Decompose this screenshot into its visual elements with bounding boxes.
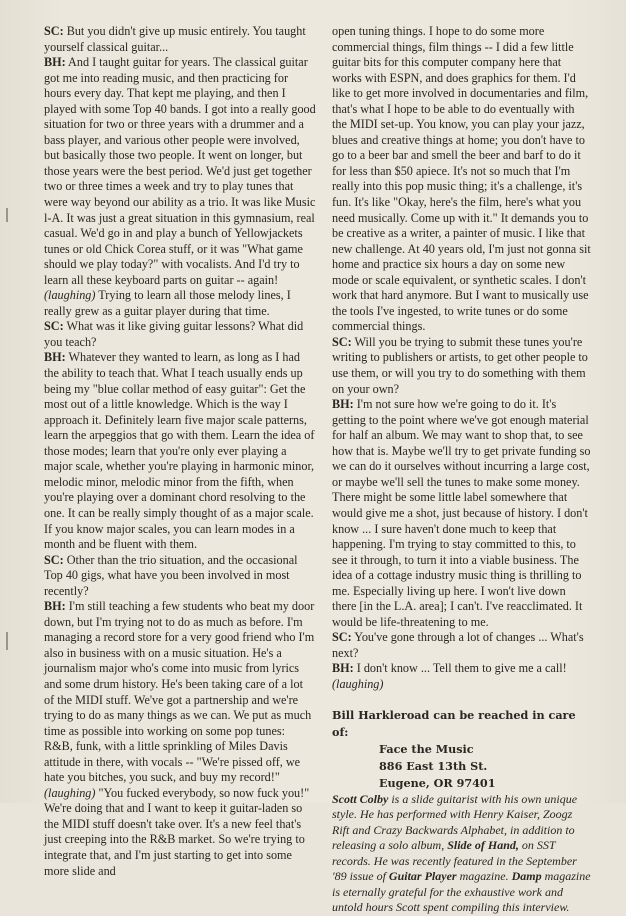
paragraph: open tuning things. I hope to do some more commercial things, film things -- I did a few little guitar bits for this computer company here that works with ESPN, and does graphics for them. I'd like to get more involved in documentaries and film, that's what I hope to be able to do eventually with the MIDI set-up. You know, you can play your jazz, blues and creative things at home; you don't have to go to a beer bar and smell the beer and barf to do it for less than $50 apiece. It's not so much that I'm really into this pop music thing; it's a challenge, it's fun. It's like "Okay, here's the film, here's what you need musically. Come up with it." It demands you to be creative as a writer, a painter of music. I like that new challenge. At 40 years old, I'm just not gonna sit home and practice six hours a day on some new mode or scale equivalent, or synthetic scales. I don't work that hard anymore. But I want to musically use the tools I've ingested, to write tunes or do some commercial things. xyxy=(332,24,591,334)
paragraph: BH: And I taught guitar for years. The classical guitar got me into reading music, and then practicing for hours every day. That kept me playing, and then I played with some Top 40 bands. I got into a really good situation for two or three years with a drummer and a bass player, and various other people were involved, but basically those two people. It went on longer, but those years were the best period. We'd just get together two or three times a week and try to play tunes that were way beyond our ability as a trio. It was like Music l-A. It was just a great situation in this gymnasium, real casual. We'd go in and play a bunch of Yellowjackets tunes or old Chick Corea stuff, or it was "What game should we play today?" with vocalists. And I'd try to learn all these keyboard parts on guitar -- again! (laughing) Trying to learn all those melody lines, I really grew as a guitar player during that time. xyxy=(44,55,316,318)
left-column xyxy=(44,24,316,879)
contact-street: 886 East 13th St. xyxy=(379,758,488,773)
paragraph: SC: What was it like giving guitar lessons? What did you teach? xyxy=(44,319,304,349)
paragraph: BH: I'm not sure how we're going to do it. It's getting to the point where we've got enough material for half an album. We may want to shop that, to see how that is. Maybe we'll try to get private funding so we can do it ourselves without incurring a large cost, or maybe we'll sell the tunes to make some money. There might be some little label somewhere that would give me a shot, just because of history. I don't know ... I sure haven't done much to keep that happening. I'm trying to stay committed to this, to see it through, to turn it into a viable business. The idea of a cottage industry music thing is thrilling to me. Especially living up here. I won't live down there [in the L.A. area]; I can't. I've reacclimated. It would be life-threatening to me. xyxy=(332,397,591,629)
paragraph: SC: You've gone through a lot of changes ... What's next? xyxy=(332,630,584,660)
paragraph: SC: Will you be trying to submit these tunes you're writing to publishers or artists, to get other people to use them, or will you try to do something with them on your own? xyxy=(332,334,588,396)
paragraph: BH: I don't know ... Tell them to give me a call! (laughing) xyxy=(332,661,567,691)
paragraph: BH: I'm still teaching a few students who beat my door down, but I'm trying not to do as much as before. I'm managing a record store for a very good friend who I'm also in business with on a music situation. He's a journalism major who's come into music from lyrics and some drum history. He's been taking care of a lot of the MIDI stuff. We've got a partnership and we're trying to do as many things as we can. We put as much time as possible into working on some pop tunes: R&B, funk, with a little sprinkling of Miles Davis attitude in there, with vocals -- "We're pissed off, we hate you bitches, you suck, and buy my record!" (laughing) "You fucked everybody, so now fuck you!" We're doing that and I want to keep it guitar-laden so the MIDI stuff doesn't take over. It's a new feel that's just creeping into the R&B market. So we're trying to integrate that, and I'm just starting to get into some more slide and xyxy=(44,599,315,878)
margin-mark xyxy=(6,632,8,650)
author-bio: Scott Colby is a slide guitarist with his own unique style. He has performed with Henry Kaiser, Zoogz Rift and Crazy Backwards Alphabet, in addition to releasing a solo album, Slide of Hand, on SST records. He was recently featured in the September '89 issue of Guitar Player magazine. Damp magazine is eternally grateful for the exhaustive work and untold hours Scott spent compiling this interview. xyxy=(332,791,591,915)
contact-heading: Bill Harkleroad can be reached in care of: xyxy=(332,707,576,739)
paragraph: BH: Whatever they wanted to learn, as long as I had the ability to teach that. What I teach usually ends up being my "blue collar method of easy guitar": Get the most out of a little knowledge. Which is the way I approach it. Definitely learn five major scale patterns, learn the arpeggios that go with them. Learn the idea of those modes; learn that you're only ever playing a major scale, whether you're playing in harmonic minor, melodic minor, melodic minor from the fifth, when you're playing over a dominant chord resolving to the one. It can be really simply thought of as a major scale. If you know major scales, you can learn modes in a month and be fluent with them. xyxy=(44,350,315,552)
paragraph: SC: But you didn't give up music entirely. You taught yourself classical guitar... xyxy=(44,24,306,54)
paragraph: SC: Other than the trio situation, and the occasional Top 40 gigs, what have you been involved in most recently? xyxy=(44,552,298,598)
contact-city: Eugene, OR 97401 xyxy=(379,775,496,790)
right-column xyxy=(332,24,592,916)
contact-store: Face the Music xyxy=(379,741,474,756)
margin-mark xyxy=(6,208,8,222)
contact-block xyxy=(332,707,592,792)
